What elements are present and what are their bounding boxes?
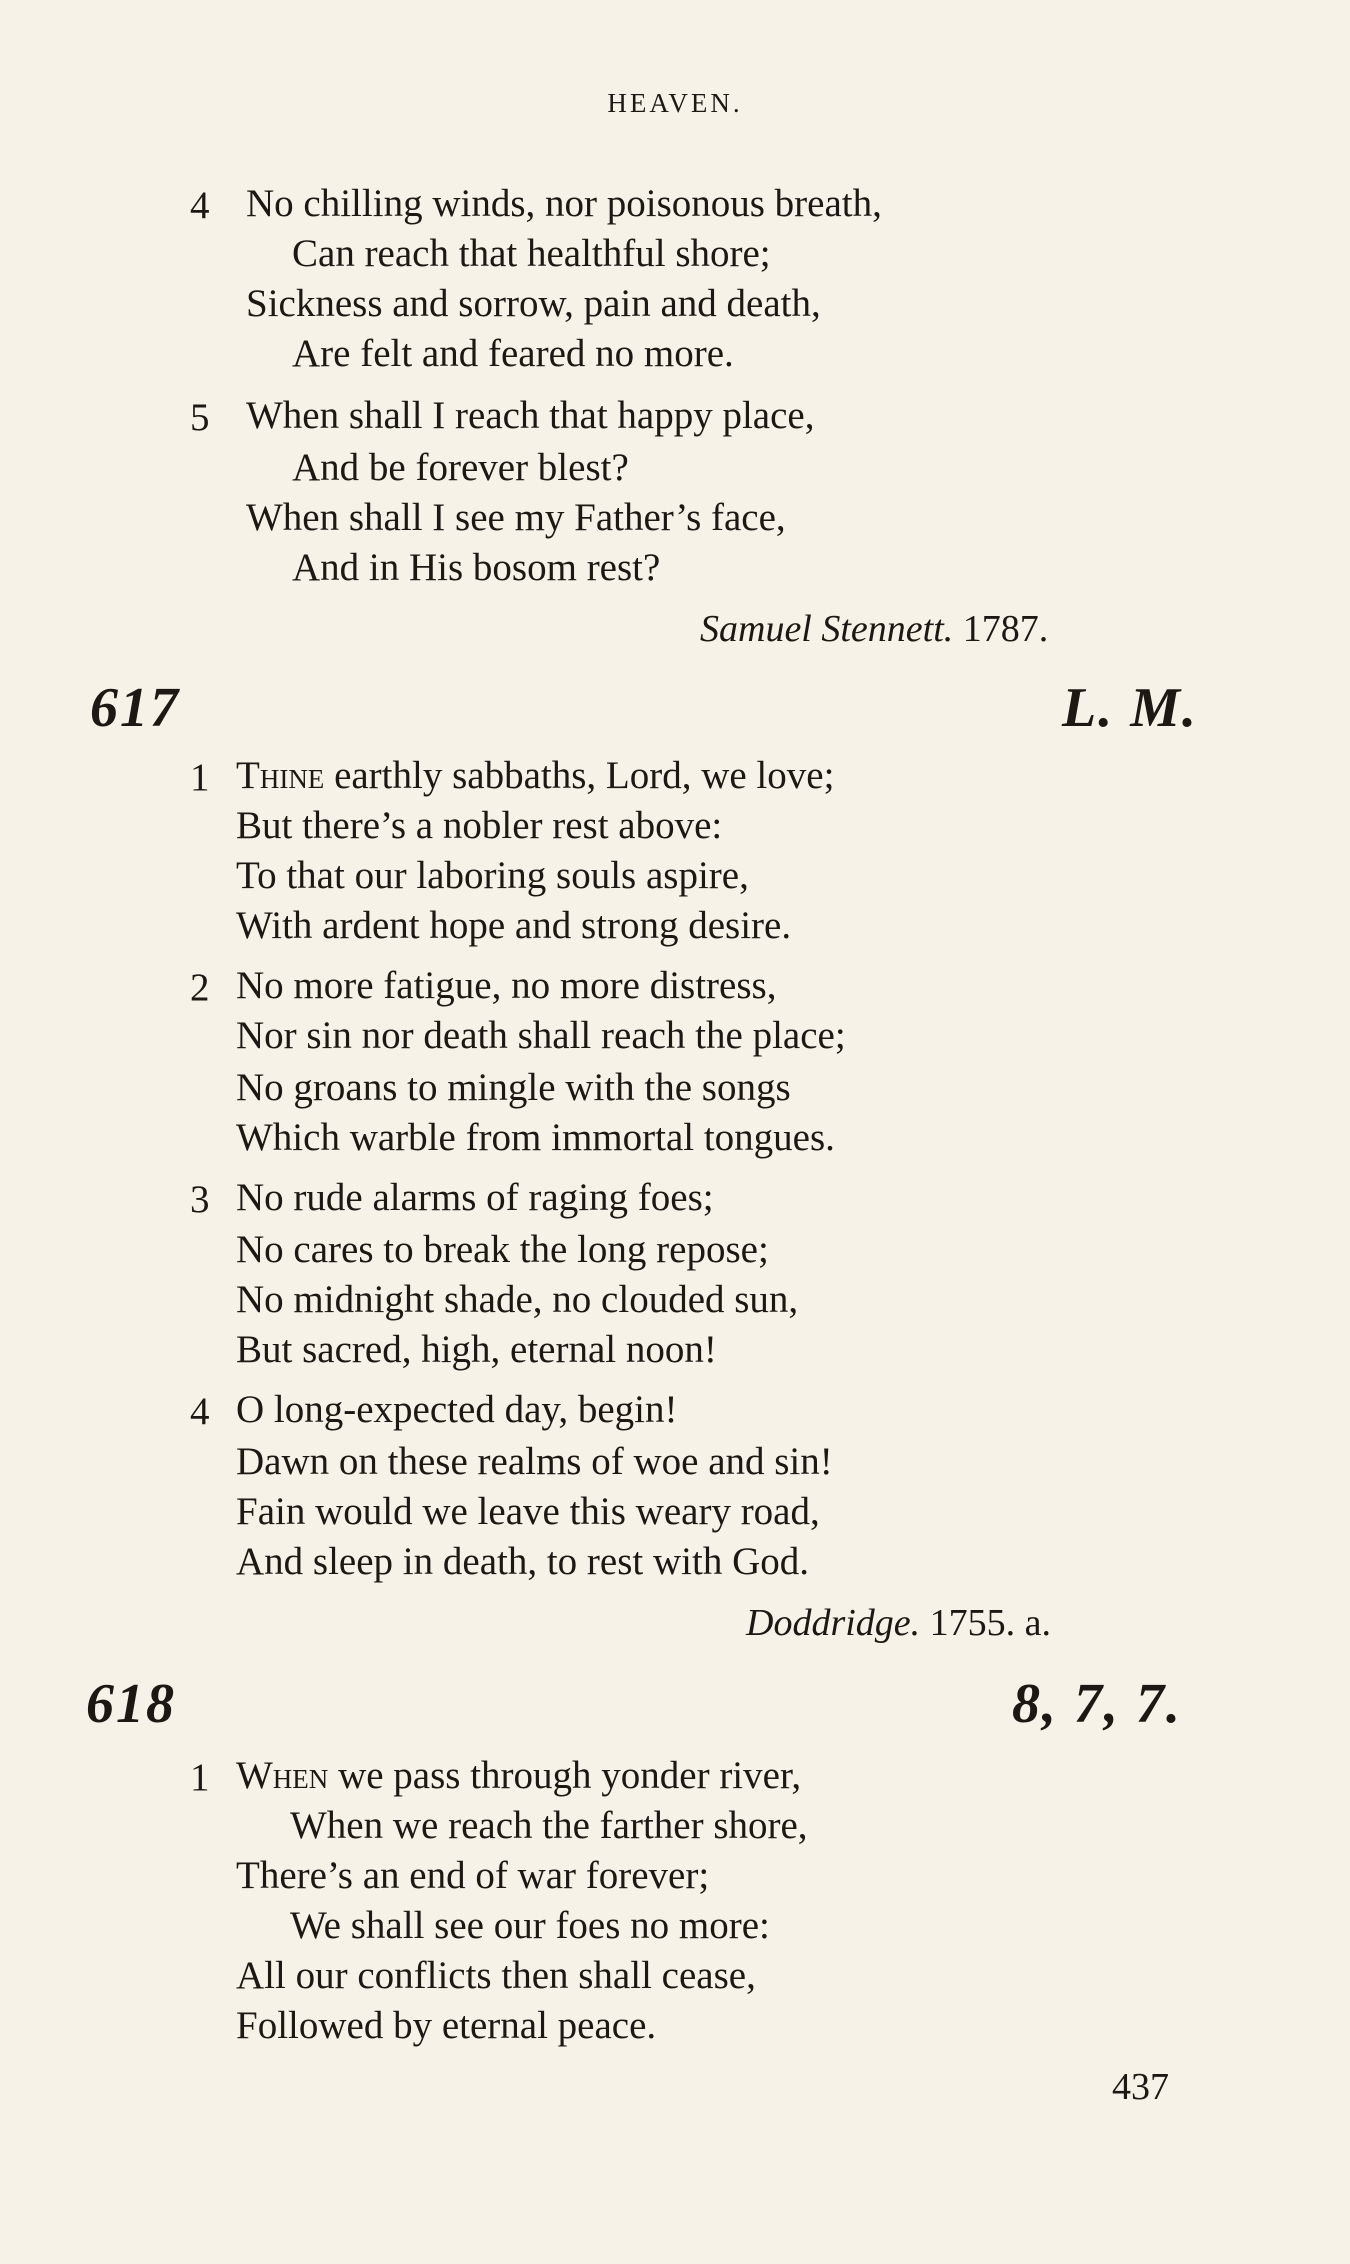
verse-line: When we reach the farther shore, <box>290 1804 808 1847</box>
verse-line: Can reach that healthful shore; <box>292 232 771 275</box>
verse-line: O long-expected day, begin! <box>236 1388 678 1431</box>
verse-line: Followed by eternal peace. <box>236 2004 657 2047</box>
verse-line: No more fatigue, no more distress, <box>236 964 777 1007</box>
verse-line <box>236 756 834 795</box>
verse-number: 4 <box>190 184 210 227</box>
hymn-attribution <box>746 1604 1051 1642</box>
verse-line: When shall I reach that happy place, <box>246 394 815 437</box>
first-line-rest: we pass through yonder river, <box>328 1754 802 1797</box>
verse-line: We shall see our foes no more: <box>290 1904 770 1947</box>
verse-line: There’s an end of war forever; <box>236 1854 710 1897</box>
verse-line: Nor sin nor death shall reach the place; <box>236 1014 846 1057</box>
first-word: When <box>236 1754 329 1797</box>
page-number: 437 <box>1112 2066 1169 2108</box>
verse-line: No rude alarms of raging foes; <box>236 1176 714 1219</box>
verse-line: But sacred, high, eternal noon! <box>236 1328 717 1371</box>
verse-number: 1 <box>190 756 210 799</box>
verse-line: No groans to mingle with the songs <box>236 1066 791 1109</box>
verse-line: With ardent hope and strong desire. <box>236 904 792 947</box>
year: 1787. <box>962 608 1049 650</box>
verse-line: To that our laboring souls aspire, <box>236 854 749 897</box>
hymn-number: 617 <box>90 677 180 739</box>
author-name: Samuel Stennett. <box>700 608 954 650</box>
author-name: Doddridge. <box>746 1602 921 1644</box>
verse-line: But there’s a nobler rest above: <box>236 804 723 847</box>
first-line-rest: earthly sabbaths, Lord, we love; <box>324 754 835 797</box>
verse-number: 3 <box>190 1178 210 1221</box>
verse-line: Sickness and sorrow, pain and death, <box>246 282 821 325</box>
verse-number: 5 <box>190 396 210 439</box>
verse-number: 2 <box>190 966 210 1009</box>
verse-line: No chilling winds, nor poisonous breath, <box>246 182 882 225</box>
verse-line: No cares to break the long repose; <box>236 1228 769 1271</box>
verse-line: Dawn on these realms of woe and sin! <box>236 1440 833 1483</box>
hymn-number: 618 <box>86 1673 176 1735</box>
verse-line: And be forever blest? <box>292 446 629 489</box>
verse-line: Are felt and feared no more. <box>292 332 734 375</box>
verse-number: 4 <box>190 1390 210 1433</box>
verse-line: When shall I see my Father’s face, <box>246 496 786 539</box>
verse-line: And sleep in death, to rest with God. <box>236 1540 809 1583</box>
verse-line: No midnight shade, no clouded sun, <box>236 1278 799 1321</box>
verse-number: 1 <box>190 1756 210 1799</box>
verse-line: Fain would we leave this weary road, <box>236 1490 820 1533</box>
hymn-meter: 8, 7, 7. <box>1012 1673 1182 1735</box>
hymn-meter: L. M. <box>1062 677 1198 739</box>
verse-line <box>236 1756 801 1795</box>
verse-line: Which warble from immortal tongues. <box>236 1116 835 1159</box>
running-head: HEAVEN. <box>607 88 743 118</box>
year: 1755. a. <box>929 1602 1052 1644</box>
first-word: Thine <box>236 754 325 797</box>
verse-line: All our conflicts then shall cease, <box>236 1954 756 1997</box>
hymn-attribution <box>700 610 1048 648</box>
verse-line: And in His bosom rest? <box>292 546 661 589</box>
